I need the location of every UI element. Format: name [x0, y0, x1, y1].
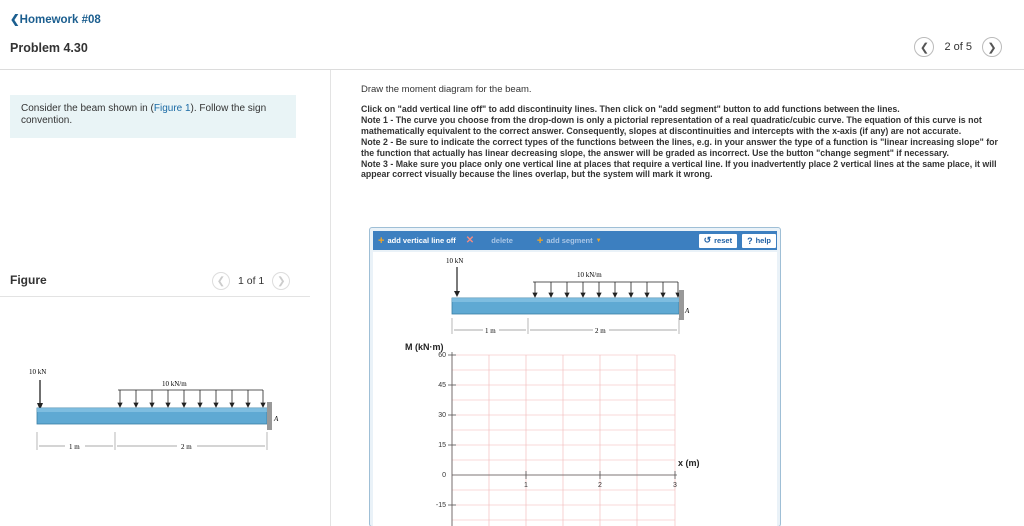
- figure-1-link[interactable]: Figure 1: [153, 103, 191, 114]
- problem-title: Problem 4.30: [10, 41, 88, 55]
- note-1: Note 1 - The curve you choose from the drop-down is only a pictorial representation of a real quadratic/cubic curve. The equation of this curve is not mathematically equivalent to the correct answer. Consequently, slopes at discontinuities and intercepts with the x-axis (if any) are not accurate.: [361, 114, 982, 136]
- distributed-load-label: 10 kN/m: [162, 380, 187, 388]
- question-icon: ?: [747, 235, 753, 246]
- divider: [0, 296, 310, 297]
- beam-figure: [25, 366, 285, 461]
- y-tick-label: 45: [438, 382, 446, 389]
- back-to-assignment-link[interactable]: [10, 12, 101, 26]
- question-prompt: Draw the moment diagram for the beam.: [361, 84, 532, 95]
- point-load-label: 10 kN: [29, 368, 47, 376]
- note-3: Note 3 - Make sure you place only one vertical line at places that require a vertical line. If you inadvertently place 2 vertical lines at the same place, it will appear correct visually because the lines overlap, but the system will mark it wrong.: [361, 158, 997, 180]
- add-segment-dropdown[interactable]: + add segment ▼: [536, 234, 602, 247]
- next-problem-button[interactable]: [982, 37, 1002, 57]
- tool-dimension-1-label: 1 m: [485, 327, 496, 335]
- reset-button[interactable]: ↺ reset: [698, 233, 738, 249]
- problem-intro: [10, 95, 296, 138]
- delete-button[interactable]: ✕ delete: [465, 235, 513, 246]
- problem-counter: 2 of 5: [944, 41, 972, 53]
- y-tick-label: 0: [442, 472, 446, 479]
- chevron-left-icon: ❮: [216, 275, 226, 287]
- y-tick-label: 60: [438, 352, 446, 359]
- previous-figure-button[interactable]: [212, 272, 230, 290]
- y-tick-label: -15: [435, 502, 446, 509]
- dimension-2-label: 2 m: [181, 443, 192, 451]
- problem-pager: [914, 37, 1002, 57]
- tool-point-load-label: 10 kN: [446, 257, 464, 265]
- point-load-arrow-icon: [454, 291, 460, 297]
- tool-support-label: A: [685, 307, 690, 315]
- drawing-canvas[interactable]: [373, 252, 777, 526]
- chevron-left-icon: ❮: [10, 14, 20, 26]
- x-tick-label: 1: [524, 482, 528, 489]
- chevron-left-icon: ❮: [919, 41, 930, 54]
- y-tick-label: 15: [438, 442, 446, 449]
- graph-grid: [452, 355, 675, 526]
- plus-icon: +: [378, 234, 385, 247]
- x-tick-label: 3: [673, 482, 677, 489]
- distributed-load-arrows-icon: [533, 282, 680, 297]
- intro-text-end: ). Follow the sign convention.: [21, 103, 267, 126]
- chevron-down-icon: ▼: [595, 237, 602, 244]
- figure-pager: [212, 272, 290, 290]
- moment-diagram-tool: [369, 227, 781, 526]
- answer-panel: [330, 70, 1024, 526]
- y-tick-label: 30: [438, 412, 446, 419]
- x-axis-label: x (m): [678, 458, 700, 468]
- figure-heading: Figure: [10, 273, 47, 287]
- support-label: A: [274, 415, 279, 423]
- add-vertical-line-button[interactable]: + add vertical line off: [378, 234, 456, 247]
- tool-dimension-2-label: 2 m: [595, 327, 606, 335]
- tool-distributed-load-label: 10 kN/m: [577, 271, 602, 279]
- y-axis-label: M (kN·m): [405, 342, 444, 352]
- chevron-right-icon: ❯: [277, 275, 286, 287]
- plus-icon: +: [536, 234, 544, 247]
- next-figure-button[interactable]: [272, 272, 290, 290]
- chevron-right-icon: ❯: [987, 41, 997, 54]
- header-bar: [0, 0, 1024, 70]
- diagram-svg[interactable]: [373, 252, 777, 526]
- dimension-1-label: 1 m: [69, 443, 80, 451]
- problem-statement-panel: [0, 70, 330, 526]
- help-button[interactable]: ? help: [741, 233, 777, 249]
- figure-counter: 1 of 1: [238, 275, 265, 287]
- intro-text-start: Consider the beam shown in (: [21, 103, 154, 114]
- x-tick-label: 2: [598, 482, 602, 489]
- instructions-block: [361, 104, 1011, 180]
- fixed-support-icon: [267, 402, 272, 430]
- note-2: Note 2 - Be sure to indicate the correct types of the functions between the lines, e.g. in your answer the type of a function is "linear increasing slope" for the function that actually has linear decreasing slope, the answer will be graded as incorrect. Use the button "change segment" if necessary.: [361, 136, 998, 158]
- distributed-load-arrows-icon: [118, 390, 265, 407]
- diagram-toolbar: [373, 231, 777, 250]
- back-link-label: Homework #08: [19, 14, 101, 26]
- refresh-icon: ↺: [703, 235, 712, 245]
- close-icon: ✕: [465, 235, 475, 246]
- fixed-support-icon: [679, 290, 684, 320]
- instruction-line: Click on "add vertical line off" to add discontinuity lines. Then click on "add segment" button to add functions between the lines.: [361, 104, 900, 114]
- previous-problem-button[interactable]: [914, 37, 934, 57]
